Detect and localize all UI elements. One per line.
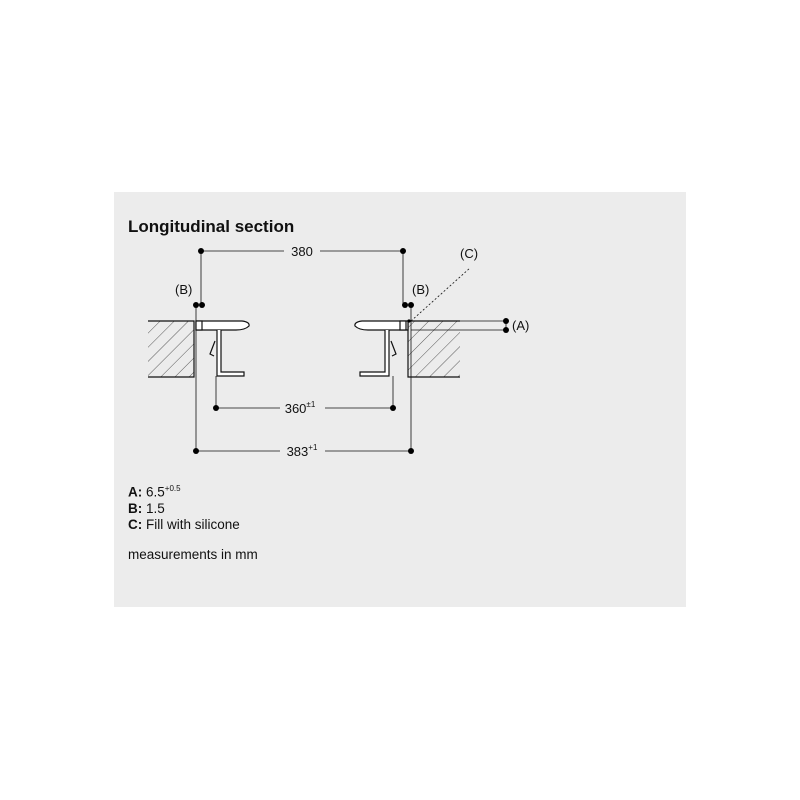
hob-profile-right bbox=[355, 321, 408, 376]
callout-a: (A) bbox=[512, 318, 530, 333]
countertop-right bbox=[408, 321, 460, 377]
legend-value-c: Fill with silicone bbox=[146, 516, 240, 532]
callout-b-right: (B) bbox=[412, 282, 430, 297]
callout-b-left: (B) bbox=[175, 282, 193, 297]
legend-value-b: 1.5 bbox=[146, 500, 165, 516]
legend-sup-a: +0.5 bbox=[164, 484, 181, 493]
legend-value-a: 6.5 bbox=[146, 484, 165, 500]
hob-profile-left bbox=[196, 321, 249, 376]
dimension-dots bbox=[193, 248, 509, 454]
countertop-left bbox=[148, 321, 194, 377]
units-note: measurements in mm bbox=[128, 547, 258, 562]
dim-outer-label bbox=[287, 443, 318, 459]
dim-outer-tolerance: +1 bbox=[308, 443, 318, 452]
dim-inner-label bbox=[285, 400, 316, 416]
callout-c: (C) bbox=[460, 246, 479, 261]
legend-key-a: A: bbox=[128, 484, 143, 500]
dim-inner-value: 360 bbox=[284, 401, 307, 416]
dim-inner-tolerance: ±1 bbox=[306, 400, 316, 409]
dim-outer-value: 383 bbox=[286, 444, 309, 459]
legend-key-b: B: bbox=[128, 500, 143, 516]
section-title: Longitudinal section bbox=[128, 217, 295, 236]
legend-key-c: C: bbox=[128, 516, 143, 532]
dim-top-label: 380 bbox=[291, 244, 313, 259]
